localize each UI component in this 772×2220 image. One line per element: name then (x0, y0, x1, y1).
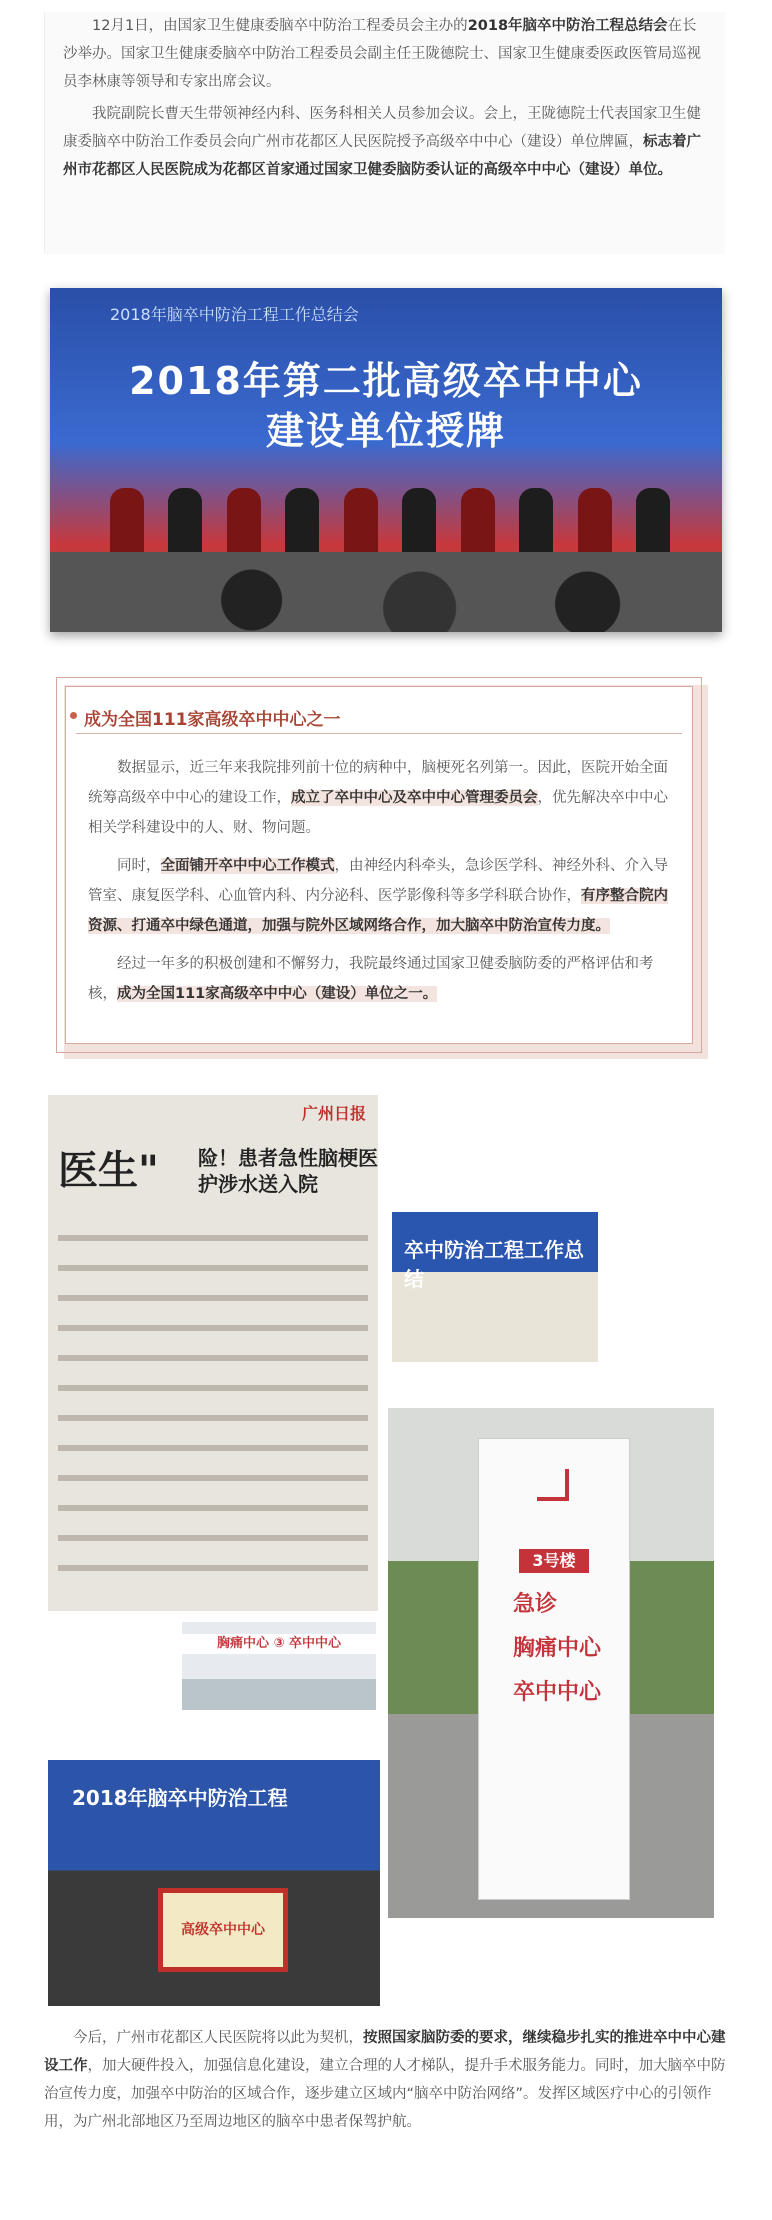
text-column (58, 1415, 368, 1421)
card-text: ，由神经内科牵头，急诊医学科、神经外科、介入导管室、康复医学科、心血管内科、内分泌科、医学影像科等多学科联合协作， (88, 858, 668, 904)
newspaper-photo (48, 1095, 378, 1611)
intro-paragraph-1 (45, 12, 725, 96)
card-paragraph-1 (88, 753, 670, 843)
card-highlight: 有序整合院内资源、打通卒中绿色通道，加强与院外区域网络合作，加大脑卒中防治宣传力度。 (88, 888, 668, 934)
building-tag: 3号楼 (519, 1549, 589, 1573)
card-highlight: 成立了卒中中心及卒中中心管理委员会 (291, 790, 538, 806)
intro-paragraph-2 (45, 100, 725, 184)
highlight-card-inner (65, 686, 693, 1044)
newspaper-masthead: 广州日报 (301, 1104, 366, 1123)
outro-paragraph (44, 2024, 728, 2136)
group-photo (48, 1760, 380, 2006)
card-paragraph-2 (88, 851, 670, 941)
outro-text: ，加大硬件投入，加强信息化建设，建立合理的人才梯队，提升手术服务能力。同时，加大脑卒中防治宣传力度，加强卒中防治的区域合作，逐步建立区域内“脑卒中防治网络”。发挥区域医疗中心的引领作用，为广州北部地区乃至周边地区的脑卒中患者保驾护航。 (44, 2058, 726, 2130)
sign-chest-pain: 胸痛中心 (513, 1636, 602, 1661)
text-column (58, 1325, 368, 1331)
sign-stroke: 卒中中心 (513, 1680, 602, 1705)
text-column (58, 1505, 368, 1511)
photo-header: 2018年脑卒中防治工程工作总结会 (110, 305, 359, 324)
card-body (88, 753, 670, 1017)
direction-arrow-icon (537, 1469, 569, 1501)
text-column (58, 1385, 368, 1391)
outro-text: 今后，广州市花都区人民医院将以此为契机， (73, 2030, 363, 2046)
outro-bold: 按照国家脑防委的要求，继续稳步扎实的推进卒中中心建设工作 (44, 2030, 726, 2074)
group-photo-title: 2018年脑卒中防治工程 (72, 1786, 288, 1810)
award-plaque (158, 1888, 288, 1972)
newspaper-headline: 险！患者急性脑梗医护涉水送入院 (198, 1146, 378, 1196)
building-signage: 胸痛中心 ③ 卒中中心 (182, 1634, 376, 1654)
text-column (58, 1565, 368, 1571)
award-photo-small (392, 1212, 598, 1362)
bullet-dot-icon (70, 712, 77, 719)
text-column (58, 1235, 368, 1241)
banner-line-1: 2018年第二批高级卒中中心 (129, 359, 643, 403)
sign-emergency: 急诊 (513, 1592, 558, 1617)
card-paragraph-3 (88, 949, 670, 1009)
card-title: 成为全国111家高级卒中中心之一 (84, 710, 341, 730)
card-text: 同时， (117, 858, 161, 874)
card-text: 数据显示，近三年来我院排列前十位的病种中，脑梗死名列第一。因此，医院开始全面统筹高级卒中中心的建设工作， (88, 760, 668, 806)
award-photo-title: 卒中防治工程工作总结 (404, 1238, 584, 1291)
hospital-sign-photo (388, 1408, 714, 1918)
text-column (58, 1475, 368, 1481)
card-text: ，优先解决卒中中心相关学科建设中的人、财、物问题。 (88, 790, 668, 836)
text-column (58, 1445, 368, 1451)
card-highlight: 全面铺开卒中中心工作模式 (160, 858, 335, 874)
award-ceremony-photo (50, 288, 722, 632)
plaque-text: 高级卒中中心 (181, 1922, 265, 1938)
sign-board (478, 1438, 630, 1900)
text-column (58, 1355, 368, 1361)
intro-text: 在长沙举办。国家卫生健康委脑卒中防治工程委员会副主任王陇德院士、国家卫生健康委医政医管局巡视员李林康等领导和专家出席会议。 (63, 18, 701, 90)
building-photo (182, 1622, 376, 1710)
text-column (58, 1265, 368, 1271)
card-text: 经过一年多的积极创建和不懈努力，我院最终通过国家卫健委脑防委的严格评估和考核， (88, 956, 654, 1002)
banner-line-2: 建设单位授牌 (265, 409, 506, 453)
highlight-card (56, 677, 702, 1053)
text-column (58, 1295, 368, 1301)
card-divider (76, 733, 682, 734)
intro-text: 我院副院长曹天生带领神经内科、医务科相关人员参加会议。会上，王陇德院士代表国家卫生健康委脑卒中防治工作委员会向广州市花都区人民医院授予高级卒中中心（建设）单位牌匾， (63, 106, 701, 150)
card-highlight: 成为全国111家高级卒中中心（建设）单位之一。 (117, 986, 438, 1002)
text-column (58, 1535, 368, 1541)
audience-silhouettes (50, 552, 722, 632)
intro-text: 12月1日，由国家卫生健康委脑卒中防治工程委员会主办的 (92, 18, 468, 34)
intro-bold: 2018年脑卒中防治工程总结会 (467, 18, 668, 34)
intro-bold: 标志着广州市花都区人民医院成为花都区首家通过国家卫健委脑防委认证的高级卒中中心（建设）单位。 (63, 134, 701, 178)
newspaper-big-title: 医生" (58, 1148, 159, 1194)
intro-section (44, 12, 725, 254)
